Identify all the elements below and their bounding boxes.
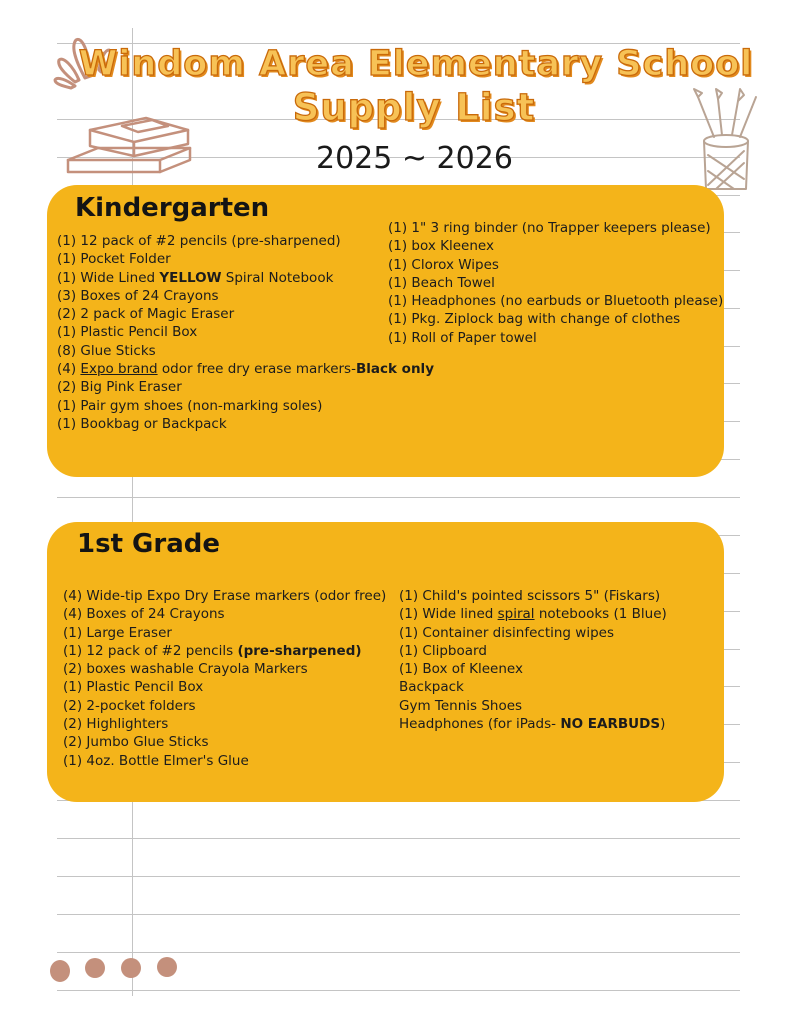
list-item: (4) Boxes of 24 Crayons <box>63 606 225 623</box>
list-item: (1) Container disinfecting wipes <box>399 624 614 641</box>
school-title: Windom Area Elementary School <box>78 44 754 84</box>
list-item: Gym Tennis Shoes <box>399 697 523 714</box>
list-item: (1) Roll of Paper towel <box>388 329 537 346</box>
first-grade-left-list <box>63 587 386 770</box>
list-item: (1) Child's pointed scissors 5" (Fiskars) <box>399 588 661 604</box>
list-item: (1) Wide Lined YELLOW Spiral Notebook <box>57 269 334 286</box>
list-item: (2) 2 pack of Magic Eraser <box>57 306 235 323</box>
list-item: (1) 12 pack of #2 pencils (pre-sharpened) <box>63 642 362 659</box>
list-item: (1) 1" 3 ring binder (no Trapper keepers please) <box>388 220 711 236</box>
list-item: (1) 4oz. Bottle Elmer's Glue <box>63 752 249 769</box>
list-item: (2) Big Pink Eraser <box>57 379 182 396</box>
list-item: (1) Beach Towel <box>388 274 495 291</box>
kindergarten-heading: Kindergarten <box>75 193 270 223</box>
list-item: (2) 2-pocket folders <box>63 697 196 714</box>
first-grade-heading: 1st Grade <box>77 529 220 559</box>
list-item: (1) Plastic Pencil Box <box>57 324 198 341</box>
kindergarten-right-list <box>388 219 723 347</box>
list-item: (1) Box of Kleenex <box>399 661 523 678</box>
kindergarten-card <box>47 185 724 477</box>
list-item: (1) Headphones (no earbuds or Bluetooth please) <box>388 293 724 310</box>
list-item: (2) Highlighters <box>63 716 169 733</box>
first-grade-right-list <box>399 587 667 733</box>
list-item: (1) box Kleenex <box>388 238 494 255</box>
first-grade-card <box>47 522 724 802</box>
list-item: (4) Expo brand odor free dry erase markers-Black only <box>57 361 434 378</box>
list-item: (1) Pkg. Ziplock bag with change of clothes <box>388 311 681 328</box>
list-item: Headphones (for iPads- NO EARBUDS) <box>399 716 666 733</box>
list-item: (1) 12 pack of #2 pencils (pre-sharpened) <box>57 233 341 249</box>
list-item: (1) Bookbag or Backpack <box>57 415 227 432</box>
kindergarten-left-list <box>57 232 434 433</box>
supply-list-title: Supply List <box>292 86 536 129</box>
list-item: (8) Glue Sticks <box>57 342 156 359</box>
list-item: (1) Clorox Wipes <box>388 256 499 273</box>
list-item: (1) Pair gym shoes (non-marking soles) <box>57 397 323 414</box>
list-item: (2) Jumbo Glue Sticks <box>63 734 209 751</box>
list-item: (2) boxes washable Crayola Markers <box>63 661 308 678</box>
list-item: (1) Pocket Folder <box>57 251 171 268</box>
list-item: Backpack <box>399 679 464 696</box>
list-item: (1) Plastic Pencil Box <box>63 679 204 696</box>
list-item: (1) Wide lined spiral notebooks (1 Blue) <box>399 606 667 623</box>
list-item: (3) Boxes of 24 Crayons <box>57 287 219 304</box>
list-item: (1) Clipboard <box>399 642 487 659</box>
list-item: (1) Large Eraser <box>63 624 172 641</box>
school-year: 2025 ~ 2026 <box>316 141 513 176</box>
list-item: (4) Wide-tip Expo Dry Erase markers (odor free) <box>63 588 387 604</box>
